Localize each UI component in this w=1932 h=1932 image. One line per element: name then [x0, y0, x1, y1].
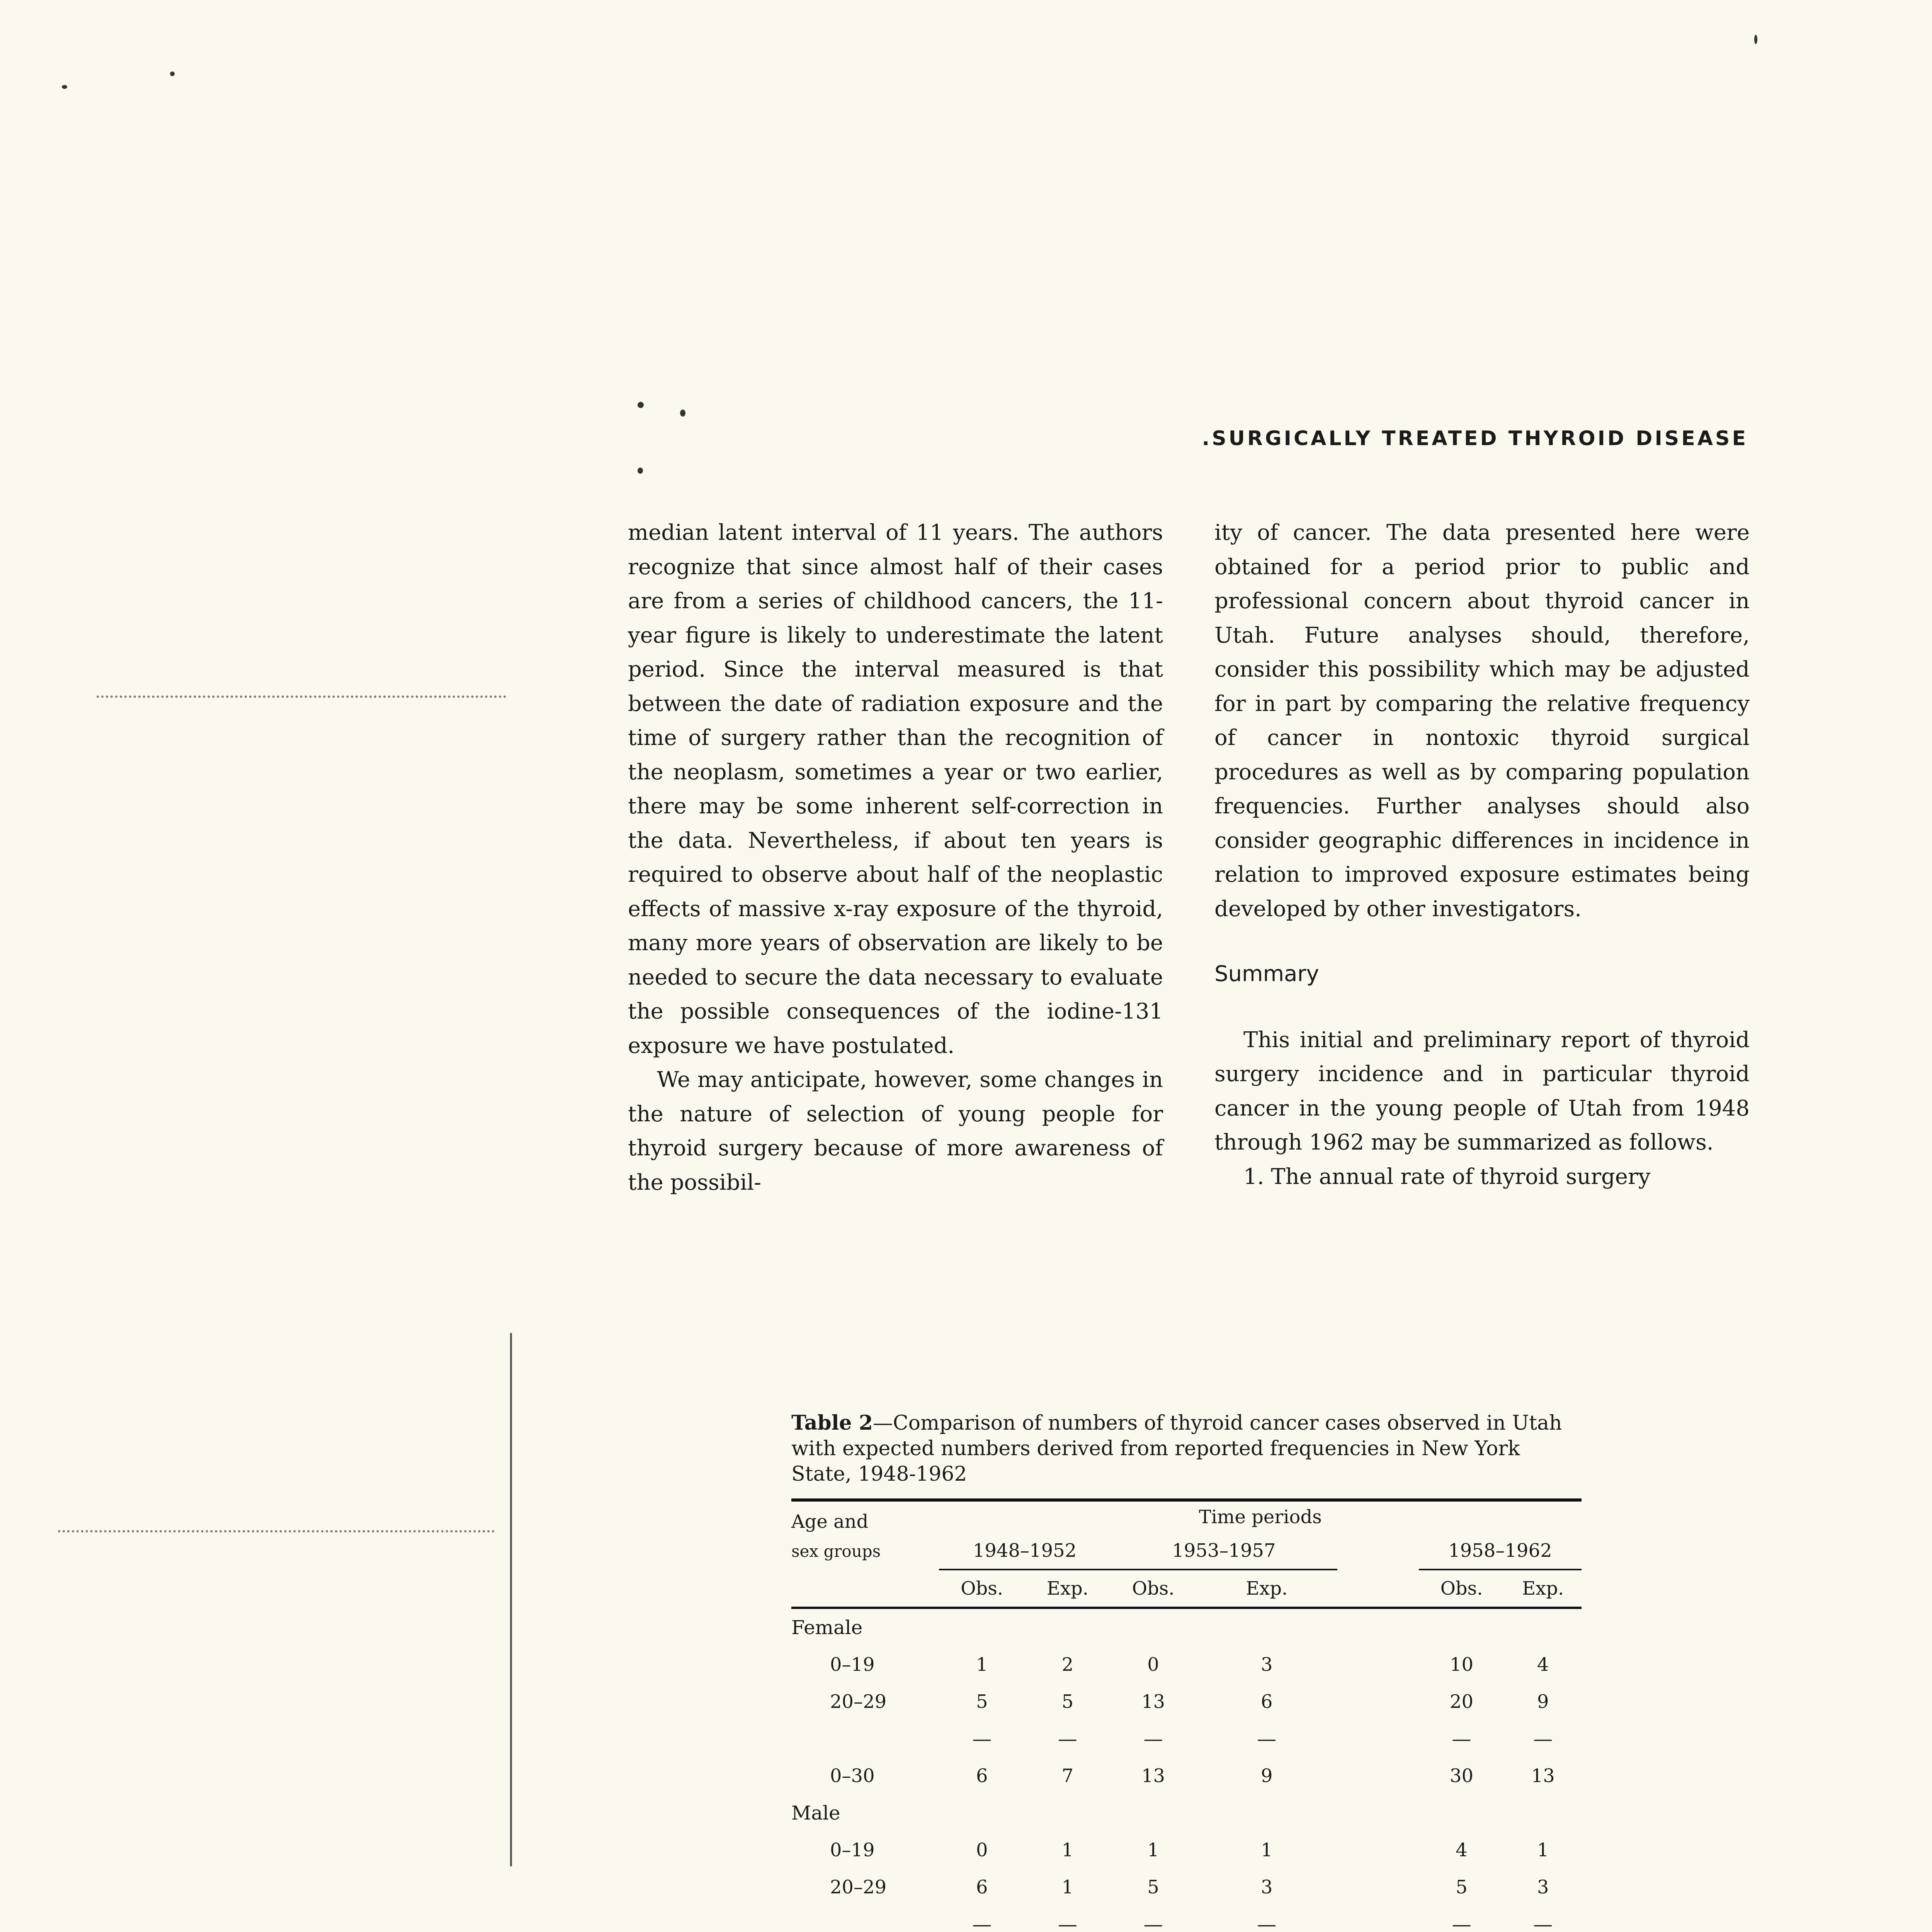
period-header: 1953–1957 — [1111, 1532, 1337, 1570]
table-cell: — — [972, 1728, 992, 1750]
body-paragraph: This initial and preliminary report of thyroid surgery incidence and in particular thyroid cancer in the young people of Utah from 1948 through 1962 may be summarized as follows. — [1214, 1027, 1750, 1155]
table-cell: 1 — [976, 1654, 988, 1675]
table-row — [791, 1794, 1582, 1832]
table-cell: 3 — [1260, 1876, 1273, 1898]
right-column — [1214, 516, 1750, 1194]
spacer-cell — [791, 1906, 939, 1932]
table-cell: — — [1143, 1728, 1163, 1750]
table-2 — [791, 1410, 1582, 1932]
table-cell: 2 — [1061, 1654, 1074, 1675]
table-cell: 5 — [1061, 1691, 1074, 1713]
table-cell: 3 — [1537, 1876, 1549, 1898]
table-cell — [1504, 1608, 1582, 1646]
table-top-rule — [791, 1498, 1582, 1502]
scan-speck — [1754, 35, 1757, 44]
exp-header: Exp. — [1025, 1570, 1111, 1608]
period-header: 1958–1962 — [1419, 1532, 1582, 1570]
left-column — [628, 516, 1163, 1200]
table-cell — [1419, 1608, 1505, 1646]
running-head: .SURGICALLY TREATED THYROID DISEASE — [1202, 427, 1748, 450]
table-cell: 5 — [1147, 1876, 1159, 1898]
spacer-cell — [1337, 1683, 1419, 1720]
table-cell: 13 — [1141, 1765, 1165, 1787]
table-cell: — — [1143, 1913, 1163, 1932]
table-cell: 1 — [1061, 1876, 1074, 1898]
table-cell — [1025, 1794, 1111, 1832]
scan-artifact — [97, 696, 506, 698]
table-cell: 4 — [1537, 1654, 1549, 1675]
spacer-cell — [1337, 1869, 1419, 1906]
exp-header: Exp. — [1504, 1570, 1582, 1608]
table-cell — [939, 1794, 1025, 1832]
table-cell: 0 — [1147, 1654, 1159, 1675]
scan-speck — [638, 402, 644, 408]
table-cell: 30 — [1450, 1765, 1474, 1787]
table-cell: 20 — [1450, 1691, 1474, 1713]
table-cell — [1111, 1794, 1196, 1832]
table-cell: — — [972, 1913, 992, 1932]
table-cell: 13 — [1141, 1691, 1165, 1713]
table-caption-text: —Comparison of numbers of thyroid cancer cases observed in Utah with expected numbers derived from reported frequencies in New York State, 1948-1962 — [791, 1412, 1562, 1486]
scan-artifact — [510, 1333, 512, 1866]
header-age-line1: Age and — [791, 1511, 869, 1532]
scan-speck — [170, 71, 175, 76]
table-cell — [1196, 1608, 1337, 1646]
table-cell: 6 — [976, 1765, 988, 1787]
table-cell: 10 — [1450, 1654, 1474, 1675]
table-cell: 3 — [1260, 1654, 1273, 1675]
table-caption — [791, 1410, 1582, 1487]
numbered-item: 1. The annual rate of thyroid surgery — [1243, 1164, 1651, 1189]
table-caption-label: Table 2 — [791, 1411, 873, 1435]
table-cell: 5 — [976, 1691, 988, 1713]
spacer-cell — [1337, 1608, 1419, 1646]
table-cell: 5 — [1456, 1876, 1468, 1898]
table-cell: — — [1058, 1728, 1077, 1750]
spacer-cell — [1337, 1757, 1419, 1794]
header-age-line2: sex groups — [791, 1541, 881, 1561]
spacer-cell — [1337, 1646, 1419, 1683]
table-row — [791, 1608, 1582, 1646]
total-label: 0–30 — [830, 1765, 875, 1787]
obs-header: Obs. — [1419, 1570, 1505, 1608]
table-cell: 1 — [1147, 1839, 1159, 1861]
body-paragraph: We may anticipate, however, some changes in the nature of selection of young people for thyroid surgery because of more awareness of the possibil- — [628, 1067, 1163, 1195]
scan-speck — [638, 468, 643, 474]
spacer-cell — [1337, 1794, 1419, 1832]
table-body — [791, 1608, 1582, 1932]
group-label: Male — [791, 1802, 840, 1824]
table-cell — [1111, 1608, 1196, 1646]
table-row — [791, 1683, 1582, 1720]
table-row — [791, 1757, 1582, 1794]
section-heading-summary: Summary — [1214, 961, 1319, 986]
table-cell — [939, 1608, 1025, 1646]
table-cell — [1025, 1608, 1111, 1646]
table-cell: 9 — [1260, 1765, 1273, 1787]
body-paragraph: ity of cancer. The data presented here were obtained for a period prior to public and professional concern about thyroid cancer in Utah. Future analyses should, therefore, consider this possibility which may be adjusted for in part by comparing the relative frequency of cancer in nontoxic thyroid surgical procedures as well as by comparing population frequencies. Further analyses should also consider geographic differences in incidence in relation to improved exposure estimates being developed by other investigators. — [1214, 520, 1750, 922]
body-paragraph: median latent interval of 11 years. The authors recognize that since almost half of their cases are from a series of childhood cancers, the 11-year figure is likely to underestimate the latent period. Since the interval measured is that between the date of radiation exposure and the time of surgery rather than the recognition of the neoplasm, sometimes a year or two earlier, there may be some inherent self-correction in the data. Nevertheless, if about ten years is required to observe about half of the neoplastic effects of massive x-ray exposure of the thyroid, many more years of observation are likely to be needed to secure the data necessary to evaluate the possible consequences of the iodine-131 exposure we have postulated. — [628, 520, 1163, 1058]
table-row — [791, 1906, 1582, 1932]
group-label: Female — [791, 1616, 863, 1639]
spacer-cell — [1337, 1906, 1419, 1932]
table-cell: 7 — [1061, 1765, 1074, 1787]
table-row — [791, 1869, 1582, 1906]
table-cell: — — [1257, 1728, 1277, 1750]
table-cell — [1196, 1794, 1337, 1832]
age-group-label: 0–19 — [830, 1654, 875, 1675]
table-cell: — — [1533, 1728, 1553, 1750]
table-cell — [1419, 1794, 1505, 1832]
spacer-cell — [1337, 1832, 1419, 1869]
header-time-periods: Time periods — [1199, 1506, 1322, 1528]
obs-header: Obs. — [939, 1570, 1025, 1608]
table-row — [791, 1720, 1582, 1757]
table-cell: — — [1533, 1913, 1553, 1932]
table-cell: 1 — [1260, 1839, 1273, 1861]
age-group-label: 0–19 — [830, 1839, 875, 1861]
table-cell: — — [1058, 1913, 1077, 1932]
period-header: 1948–1952 — [939, 1532, 1110, 1570]
table-cell: 9 — [1537, 1691, 1549, 1713]
table-cell: 13 — [1531, 1765, 1555, 1787]
age-group-label: 20–29 — [830, 1691, 887, 1713]
table-cell: 4 — [1456, 1839, 1468, 1861]
exp-header: Exp. — [1196, 1570, 1337, 1608]
table-cell: — — [1452, 1728, 1471, 1750]
table-row — [791, 1646, 1582, 1683]
spacer-cell — [791, 1720, 939, 1757]
table-cell: 6 — [976, 1876, 988, 1898]
spacer-cell — [1337, 1720, 1419, 1757]
table-cell: 1 — [1537, 1839, 1549, 1861]
data-table — [791, 1502, 1582, 1932]
table-cell: 0 — [976, 1839, 988, 1861]
obs-header: Obs. — [1111, 1570, 1196, 1608]
table-cell: — — [1257, 1913, 1277, 1932]
table-cell — [1504, 1794, 1582, 1832]
table-row — [791, 1832, 1582, 1869]
table-cell: 1 — [1061, 1839, 1074, 1861]
scan-artifact — [58, 1530, 495, 1532]
age-group-label: 20–29 — [830, 1876, 887, 1898]
table-cell: — — [1452, 1913, 1471, 1932]
table-cell: 6 — [1260, 1691, 1273, 1713]
scan-speck — [62, 85, 67, 89]
scan-speck — [680, 410, 685, 417]
